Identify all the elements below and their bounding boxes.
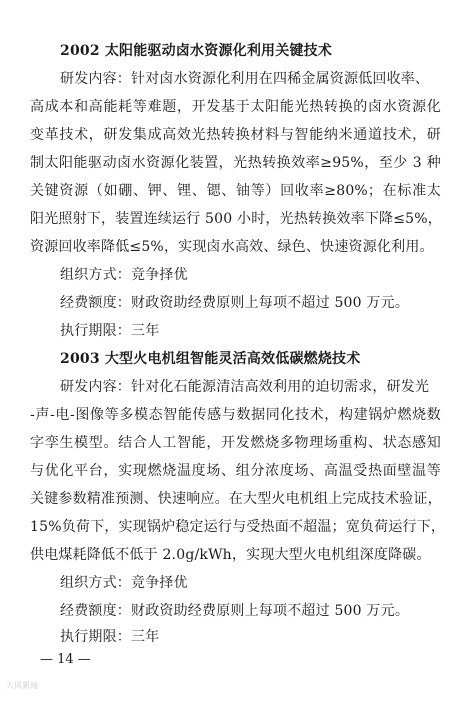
section-2002-body-line-4: 制太阳能驱动卤水资源化装置，光热转换效率≥95%，至少 3 种 [30,155,441,171]
section-2003-body-line-7: 供电煤耗降低不低于 2.0g/kWh，实现大型火电机组深度降碳。 [30,547,431,563]
section-2002-heading: 2002 太阳能驱动卤水资源化利用关键技术 [60,43,333,59]
section-2003-org-mode: 组织方式：竞争择优 [60,575,188,591]
section-2002-body-line-3: 变革技术，研发集成高效光热转换材料与智能纳米通道技术，研 [30,127,441,143]
section-2003-body-line-5: 关键参数精准预测、快速响应。在大型火电机组上完成技术验证， [30,491,442,507]
section-2002-period: 执行期限：三年 [60,323,160,339]
section-2003-heading: 2003 大型火电机组智能灵活高效低碳燃烧技术 [60,351,361,367]
section-2003-body-line-6: 15%负荷下，实现锅炉稳定运行与受热面不超温；宽负荷运行下， [30,519,446,535]
section-2002-body-line-2: 高成本和高能耗等难题，开发基于太阳能光热转换的卤水资源化 [30,99,441,115]
section-2003-period: 执行期限：三年 [60,629,160,645]
section-2003-body-line-2: -声-电-图像等多模态智能传感与数据同化技术，构建锅炉燃烧数 [30,407,441,423]
section-2003-body-line-4: 与优化平台，实现燃烧温度场、组分浓度场、高温受热面壁温等 [30,463,441,479]
watermark: 大风新闻 [6,681,38,690]
section-2002-body-line-1: 研发内容：针对卤水资源化利用在四稀金属资源低回收率、 [60,71,430,87]
section-2003-body-line-1: 研发内容：针对化石能源清洁高效利用的迫切需求，研发光 [60,379,430,395]
section-2002-body-line-7: 资源回收率降低≤5%，实现卤水高效、绿色、快速资源化利用。 [30,239,434,255]
page-number: — 14 — [40,652,91,667]
section-2002-funding: 经费额度：财政资助经费原则上每项不超过 500 万元。 [60,295,410,311]
section-2002-org-mode: 组织方式：竞争择优 [60,267,188,283]
section-2003-body-line-3: 字孪生模型。结合人工智能，开发燃烧多物理场重构、状态感知 [30,435,441,451]
section-2002-body-line-5: 关键资源（如硼、钾、锂、锶、铀等）回收率≥80%；在标准太 [30,183,441,199]
section-2003-funding: 经费额度：财政资助经费原则上每项不超过 500 万元。 [60,603,410,619]
section-2002-body-line-6: 阳光照射下，装置连续运行 500 小时，光热转换效率下降≤5%， [30,211,442,227]
